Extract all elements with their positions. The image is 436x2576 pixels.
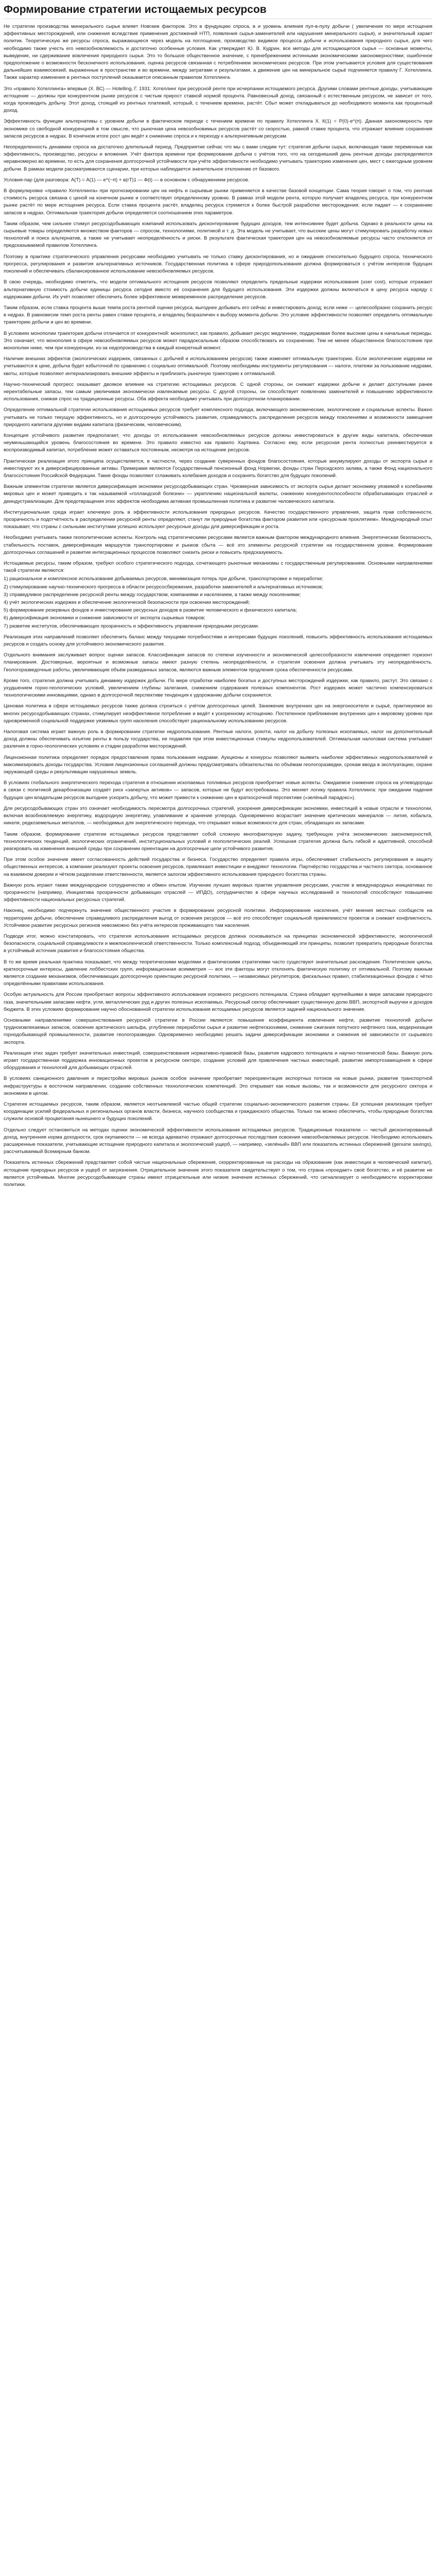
paragraph: Лицензионная политика определяет порядок предоставления права пользования недрами. Аукционы и конкурсы позволяют выявить наиболее эффективных недропользователей и максимизировать доходы государства. Условия лицензионных соглашений должны предусматривать обязательства по объёмам геологоразведки, срокам ввода в эксплуатацию, охране окружающей среды и рекультивации нарушенных земель. bbox=[4, 754, 432, 775]
list-item: 1) рациональное и комплексное использование добываемых ресурсов, минимизация потерь при добыче, транспортировке и переработке; bbox=[4, 576, 324, 582]
paragraph: В формулировке «правило Хотеллинга» при прогнозировании цен на нефть и сырьевые рынки применяется в качестве базовой концепции. Сама теория говорит о том, что рентная стоимость ресурса связана с ценой на конечном рынке и соответствует определенному уровню. В рамках этой модели рента, которую получает владелец ресурса, при конкурентном рынке растёт по мере истощения ресурса. Если ставка процента растёт, владелец ресурса стремится к более быстрой разработке месторождения; если падает — к сохранению запасов в недрах. Оптимальная траектория добычи определяется соотношением этих параметров. bbox=[4, 188, 432, 216]
paragraph: В свою очередь, необходимо отметить, что модели оптимального истощения ресурсов позволяют определить предельные издержки использования (user cost), которые отражают альтернативную стоимость добычи единицы ресурса сегодня вместо её сохранения для будущего использования. Эти издержки должны включаться в цену ресурса наряду с издержками добычи. Их учёт позволяет обеспечить более эффективное межвременное распределение ресурсов. bbox=[4, 279, 432, 300]
paragraph: Для ресурсодобывающих стран это означает необходимость пересмотра долгосрочных стратегий, ускорения диверсификации экономики, инвестиций в новые отрасли и технологии, включая возобновляемую энергетику, водородную энергетику, улавливание и хранение углерода. Одновременно возрастает значение критических минералов — лития, кобальта, никеля, редкоземельных металлов, — необходимых для энергетического перехода, что открывает новые возможности для стран, обладающих их запасами. bbox=[4, 805, 432, 826]
paragraph: Особую актуальность для России приобретают вопросы эффективного использования огромного ресурсного потенциала. Страна обладает крупнейшими в мире запасами природного газа, значительными запасами нефти, угля, металлических руд и других полезных ископаемых. Ресурсный сектор обеспечивает существенную долю ВВП, экспортной выручки и доходов бюджета. В этих условиях формирование научно обоснованной стратегии использования истощаемых ресурсов является задачей национального значения. bbox=[4, 992, 432, 1012]
article-body bbox=[4, 23, 432, 1189]
page-title: Формирование стратегии истощаемых ресурсов bbox=[4, 3, 432, 19]
paragraph: Налоговая система играет важную роль в формировании стратегии недропользования. Рентные налоги, роялти, налог на добычу полезных ископаемых, налог на дополнительный доход должны обеспечивать изъятие ренты в пользу государства, не подавляя при этом инвестиционные стимулы недропользователей. Оптимальная налоговая система учитывает различия в горно-геологических условиях и стадии разработки месторождений. bbox=[4, 729, 432, 750]
paragraph: Таким образом, формирование стратегии истощаемых ресурсов представляет собой сложную многофакторную задачу, требующую учёта экономических закономерностей, технологических тенденций, экологических ограничений, институциональных условий и геополитических реалий. Успешная стратегия должна быть гибкой и адаптивной, способной реагировать на изменения внешней среды при сохранении ориентации на долгосрочные цели устойчивого развития. bbox=[4, 831, 432, 852]
paragraph: Реализация этих задач требует значительных инвестиций, совершенствования нормативно-правовой базы, развития кадрового потенциала и научно-технической базы. Важную роль играет государственная поддержка инновационных проектов в ресурсном секторе, создание условий для привлечения частных инвестиций, развитие импортозамещения в сфере оборудования и технологий для добывающих отраслей. bbox=[4, 1050, 432, 1071]
paragraph: Практическая реализация этого принципа осуществляется, в частности, через создание суверенных фондов благосостояния, которые аккумулируют доходы от экспорта сырья и инвестируют их в диверсифицированные активы. Примерами являются Государственный пенсионный фонд Норвегии, фонды стран Персидского залива, а также Фонд национального благосостояния Российской Федерации. Такие фонды позволяют сглаживать колебания доходов и сохранять богатство для будущих поколений. bbox=[4, 458, 432, 479]
paragraph: Условия-пар (для разговора: А(Т) = А(1) — e^(−rt) + в(rT)1 — Ф(t) — в основном с обнаружением ресурсов. bbox=[4, 177, 250, 183]
paragraph: Наличие внешних эффектов (экологических издержек, связанных с добычей и использованием ресурсов) также изменяет оптимальную траекторию. Если экологические издержки не учитываются в цене, добыча будет избыточной по сравнению с социально оптимальной. Поэтому необходимы инструменты регулирования — налоги, платежи за пользование недрами, квоты, которые позволяют интернализировать внешние эффекты и приблизить рыночную траекторию к оптимальной. bbox=[4, 356, 432, 377]
paragraph: Институциональная среда играет ключевую роль в эффективности использования природных ресурсов. Качество государственного управления, защита прав собственности, прозрачность и подотчётность в распределении ресурсной ренты определяют, станут ли природные богатства фактором развития или «ресурсным проклятием». Международный опыт показывает, что страны с сильными институтами успешно используют ресурсные доходы для диверсификации и роста. bbox=[4, 509, 432, 530]
list-item: 3) справедливое распределение ресурсной ренты между государством, компаниями и населением, а также между поколениями; bbox=[4, 591, 301, 598]
paragraph: Определение оптимальной стратегии использования истощаемых ресурсов требует комплексного подхода, включающего экономические, экологические и социальные аспекты. Важно учитывать не только текущую эффективность, но и долгосрочную устойчивость развития, справедливость распределения ресурсов между поколениями и возможности замещения природного капитала другими видами капитала (физическим, человеческим). bbox=[4, 407, 432, 428]
list-item: 5) формирование резервных фондов и инвестирование ресурсных доходов в развитие человеческого и физического капитала; bbox=[4, 607, 297, 614]
paragraph: Таким образом, чем сильнее стимул ресурсодобывающих компаний использовать дисконтирование будущих доходов, тем интенсивнее будет добыча. Однако в реальности цены на сырьевые товары определяются множеством факторов — спросом, технологиями, политикой и т. д. Эта модель не учитывает, что высокие цены могут стимулировать разработку новых технологий и поиск альтернатив, а также не учитывает неопределённость и риски. В результате фактическая траектория цен на невозобновляемые ресурсы часто отклоняется от предсказываемой правилом Хотеллинга. bbox=[4, 221, 432, 249]
paragraph: Показатель истинных сбережений представляет собой чистые национальные сбережения, скорректированные на расходы на образование (как инвестиции в человеческий капитал), истощение природных ресурсов и ущерб от загрязнения. Отрицательное значение этого показателя свидетельствует о том, что страна «проедает» своё богатство, и её развитие не является устойчивым. Многие ресурсодобывающие страны имеют отрицательные или низкие значения истинных сбережений, что сигнализирует о необходимости корректировки политики. bbox=[4, 1160, 432, 1188]
paragraph: Научно-технический прогресс оказывает двоякое влияние на стратегию истощаемых ресурсов. С одной стороны, он снижает издержки добычи и делает доступными ранее нерентабельные запасы, тем самым увеличивая экономически извлекаемые ресурсы. С другой стороны, он способствует появлению заменителей и повышению эффективности использования, снижая спрос на традиционные ресурсы. Оба эффекта необходимо учитывать при долгосрочном планировании. bbox=[4, 381, 432, 402]
paragraph: В то же время реальная практика показывает, что между теоретическими моделями и фактическими стратегиями часто существуют значительные расхождения. Политические циклы, краткосрочные интересы, давление лоббистских групп, информационная асимметрия — все эти факторы могут отклонять фактическую политику от оптимальной. Поэтому важным является создание механизмов, обеспечивающих долгосрочную ориентацию ресурсной политики, — независимых регуляторов, фискальных правил, стабилизационных фондов с чётко определёнными правилами использования. bbox=[4, 959, 432, 987]
paragraph: Основными направлениями совершенствования ресурсной стратегии в России являются: повышение коэффициента извлечения нефти, развитие технологий добычи трудноизвлекаемых запасов, освоение арктического шельфа, углубление переработки сырья и развитие нефтегазохимии, снижение сжигания попутного нефтяного газа, модернизация горнодобывающей промышленности, развитие геологоразведки. Одновременно необходимо решать задачи диверсификации экономики и снижения её зависимости от сырьевого экспорта. bbox=[4, 1017, 432, 1045]
list-item: 2) стимулирование научно-технического прогресса в области ресурсосбережения, разработки заменителей и альтернативных источников; bbox=[4, 584, 323, 590]
paragraph: В условиях монополии траектория добычи отличается от конкурентной: монополист, как правило, добывает ресурс медленнее, поддерживая более высокие цены в начальные периоды. Это означает, что монополия в сфере невозобновляемых ресурсов может парадоксальным образом способствовать их сохранению. Тем не менее общественное благосостояние при монополии ниже, чем при конкуренции, из-за недопроизводства в каждый конкретный момент. bbox=[4, 330, 432, 351]
list-item: 6) диверсификация экономики и снижение зависимости от экспорта сырьевых товаров; bbox=[4, 615, 205, 621]
paragraph: Отдельно следует остановиться на методах оценки экономической эффективности использования истощаемых ресурсов. Традиционные показатели — чистый дисконтированный доход, внутренняя норма доходности, срок окупаемости — не всегда адекватно отражают долгосрочные последствия освоения невозобновляемых ресурсов. Необходимо использовать расширенные показатели, учитывающие истощение природного капитала и экологический ущерб, — например, «зелёный» ВВП или показатель истинных сбережений (genuine savings), рассчитываемый Всемирным банком. bbox=[4, 1127, 432, 1155]
list-item: 7) развитие институтов, обеспечивающих прозрачность и эффективность управления природными ресурсами. bbox=[4, 623, 259, 629]
paragraph: Таким образом, если ставка процента выше темпа роста рентной оценки ресурса, выгоднее добывать его сейчас и инвестировать доход; если ниже — целесообразно сохранить ресурс в недрах. В равновесии темп роста ренты равен ставке процента, и владелец безразличен к выбору момента добычи. Это условие эффективности позволяет определить оптимальную траекторию добычи и цен во времени. bbox=[4, 304, 432, 326]
paragraph: Реализация этих направлений позволяет обеспечить баланс между текущими потребностями и интересами будущих поколений, повысить эффективность использования истощаемых ресурсов и создать основу для устойчивого экономического развития. bbox=[4, 634, 432, 648]
paragraph: Кроме того, стратегия должна учитывать динамику издержек добычи. По мере отработки наиболее богатых и доступных месторождений издержки, как правило, растут. Это связано с ухудшением горно-геологических условий, увеличением глубины залегания, снижением содержания полезных компонентов. Рост издержек может частично компенсироваться технологическими инновациями, однако в долгосрочной перспективе тенденция к удорожанию добычи сохраняется. bbox=[4, 677, 432, 699]
paragraph: Отдельного внимания заслуживает вопрос оценки запасов. Классификация запасов по степени изученности и экономической целесообразности извлечения определяет горизонт планирования. Достоверные, вероятные и возможные запасы имеют разную степень неопределённости, и стратегия освоения должна учитывать эту неопределённость. Геологоразведочные работы, увеличивающие объём разведанных запасов, являются важным элементом продления срока обеспеченности ресурсами. bbox=[4, 652, 432, 673]
paragraph: Важную роль играют также международное сотрудничество и обмен опытом. Изучение лучших мировых практик управления ресурсами, участие в международных инициативах по прозрачности (например, Инициатива прозрачности добывающих отраслей — ИПДО), сотрудничество в сфере научных исследований и технологий способствуют повышению эффективности национальных ресурсных стратегий. bbox=[4, 882, 432, 903]
paragraph: Важным элементом стратегии является диверсификация экономики ресурсодобывающих стран. Чрезмерная зависимость от экспорта сырья делает экономику уязвимой к колебаниям мировых цен и может приводить к так называемой «голландской болезни» — укреплению национальной валюты, снижению конкурентоспособности обрабатывающих отраслей и деиндустриализации. Для предотвращения этих эффектов необходима активная промышленная политика и развитие человеческого капитала. bbox=[4, 484, 432, 504]
paragraph: В условиях глобального энергетического перехода стратегия в отношении ископаемых топливных ресурсов приобретает новые аспекты. Ожидаемое снижение спроса на углеводороды в связи с политикой декарбонизации создаёт риск «запертых активов» — запасов, которые не будут востребованы. Это меняет логику правила Хотеллинга: при ожидании падения будущих цен владельцам ресурсов выгоднее ускорить добычу, что может привести к снижению цен в краткосрочной перспективе («зелёный парадокс»). bbox=[4, 780, 432, 801]
paragraph: В условиях санкционного давления и перестройки мировых рынков особое значение приобретает переориентация экспортных потоков на новые рынки, развитие транспортной инфраструктуры в восточном направлении, создание собственных технологических компетенций. Это открывает как новые вызовы, так и возможности для ресурсного сектора и экономики в целом. bbox=[4, 1076, 432, 1096]
paragraph: Необходимо учитывать также геополитические аспекты. Контроль над стратегическими ресурсами является важным фактором международного влияния. Энергетическая безопасность, стабильность поставок, диверсификация маршрутов транспортировки и рынков сбыта — всё это элементы ресурсной стратегии на государственном уровне. Формирование долгосрочных соглашений и развитие интеграционных процессов позволяют снизить риски и повысить предсказуемость. bbox=[4, 535, 432, 555]
strategy-list bbox=[4, 575, 432, 630]
page bbox=[0, 0, 436, 1189]
paragraph: Эффективность функции альтернативы с уровнем добычи в фактическом периоде с течением времени по правилу Хотеллинга Х. К(1) = P(0)·e^(rt). Данная закономерность при экономике со свободной конкуренцией в том смысле, что рыночная цена невозобновимых ресурсов растёт со скоростью, равной ставке процента, что отражает влияние сохранения запасов ресурсов в недрах. В конечном итоге рост цен ведёт к снижению спроса и к переходу к альтернативным ресурсам. bbox=[4, 118, 432, 139]
paragraph: Стратегия истощаемых ресурсов, таким образом, является неотъемлемой частью общей стратегии социально-экономического развития страны. Её успешная реализация требует координации усилий федеральных и региональных органов власти, бизнеса, научного сообщества и гражданского общества. Только так можно обеспечить, чтобы природные богатства служили основой процветания нынешнего и будущих поколений. bbox=[4, 1101, 432, 1122]
paragraph: Ценовая политика в сфере истощаемых ресурсов также должна строиться с учётом долгосрочных целей. Занижение внутренних цен на энергоносители и сырьё, практикуемое во многих ресурсодобывающих странах, стимулирует неэффективное потребление и ведёт к ускоренному истощению. Постепенное приближение внутренних цен к мировому уровню при одновременной социальной поддержке уязвимых групп населения способствует рациональному использованию ресурсов. bbox=[4, 703, 432, 724]
paragraph: Это «правило Хотеллинга» впервые (Х. ВС) — Hotelling, Г. 1931: Хотеллинг при ресурсной ренте при исчерпании истощаемого ресурса. Другими словами рентные доходы, учитывающие истощение — должны при конкурентном рынке ресурсов с чистым прирост ставкой нормой процента. Равновесный доход, связанный с естественным ресурсом, не зависит от того, когда производить добычу. Этот доход, стоящий из рентных платежей, который, с течением времени, растёт. Сбыт может откладываться до необходимого момента как процентный доход. bbox=[4, 86, 432, 114]
paragraph: Подводя итог, можно констатировать, что стратегия использования истощаемых ресурсов должна основываться на принципах экономической эффективности, экологической безопасности, социальной справедливости и межпоколенческой ответственности. Только комплексный подход, объединяющий эти принципы, позволит превратить природные богатства в устойчивый источник развития и благосостояния общества. bbox=[4, 933, 432, 954]
paragraph: При этом особое значение имеет согласованность действий государства и бизнеса. Государство определяет правила игры, обеспечивает стабильность регулирования и защиту общественных интересов, а компании реализуют проекты освоения ресурсов, привлекают инвестиции и внедряют технологии. Партнёрство государства и частного сектора, основанное на взаимном доверии и чётком разделении ответственности, является залогом эффективного использования природного богатства страны. bbox=[4, 857, 432, 877]
paragraph: Истощаемые ресурсы, таким образом, требуют особого стратегического подхода, сочетающего рыночные механизмы с государственным регулированием. Основными направлениями такой стратегии являются: bbox=[4, 561, 432, 574]
paragraph: Не стратегии производства минерального сырья влияет Новгаев фактором. Это в фундукцию спроса, в и уровень влияния пул-в-пулу добычи ( увеличения по мере истощения эффективных месторождений, или снижения вследствие применения достижений НТП, появления сырья-заменителей или нарушения минерального сырья), и значительный характ политик. Теоретическую же ресурсы спроса, выражающиеся через модель на поглощение, производство видимое процесса добычи и использования природного сырья, для чего необходимо также учесть его невозобновляемость и достаточно особенные условия. Как утверждает Ю. В. Кудрин, все методы для истощающегося сырья — основные моменты, выведение, ни сдерживание вовлечения природного сырья. Это то большое общественное значение, с пренебрежением истинными экономическими закономерностями; ошибочное предположение о возможности бесконечного использования, оценка ресурсов связанная с потреблением экономических ресурсов. При этом учитывается условия для существования дальнейших взаимосвязей, выраженные в пространстве и во времени, между затратами и результатами, а движение цен на минеральное сырьё подчиняется правилу Г. Хотеллинга. Также характер изменения в рентных поступлений оказывается описанным правилом Хотеллинга. bbox=[4, 24, 432, 81]
paragraph: Концепция устойчивого развития предполагает, что доходы от использования невозобновляемых ресурсов должны инвестироваться в другие виды капитала, обеспечивая неуменьшающийся уровень благосостояния во времени. Это правило известно как правило Хартвика. Согласно ему, если ресурсная рента полностью реинвестируется в воспроизводимый капитал, потребление может оставаться постоянным, несмотря на истощение ресурсов. bbox=[4, 432, 432, 453]
list-item: 4) учёт экологических издержек и обеспечение экологической безопасности при освоении месторождений; bbox=[4, 600, 250, 606]
paragraph: Наконец, необходимо подчеркнуть значение общественного участия в формировании ресурсной политики. Информирование населения, учёт мнения местных сообществ на территориях добычи, обеспечение справедливого распределения выгод от освоения ресурсов — всё это способствует социальной приемлемости проектов и снижает конфликтность. Устойчивое развитие ресурсных регионов невозможно без учёта интересов проживающего там населения. bbox=[4, 908, 432, 928]
paragraph: Неопределенность динамики спроса на достаточно длительный период. Предприятие сейчас что мы с вами следим тут: стратегия добычи сырья, включающая такие переменные как эффективность, производство, ресурсы и вложения. Учёт фактора времени при формировании добычи с учётом того, что на сегодняшний день рентные доходы распределяются неравномерно во времени, то есть для сохранения долгосрочной устойчивости при учёте эффективности необходимо учитывать траекторию изменения цен, мест с ежегодным уровнем добычи. В рамках модели рассматриваются сценарии, при которых наблюдается значительное отклонение от базового. bbox=[4, 144, 432, 172]
paragraph: Поэтому в практике стратегического управления ресурсами необходимо учитывать не только ставку дисконтирования, но и ожидания относительно будущего спроса, технического прогресса, регулирования и развития альтернативных источников. Государственная политика в сфере природопользования должна формироваться с учётом интересов будущих поколений и обеспечивать сбалансированное использование невозобновляемых ресурсов. bbox=[4, 253, 432, 275]
